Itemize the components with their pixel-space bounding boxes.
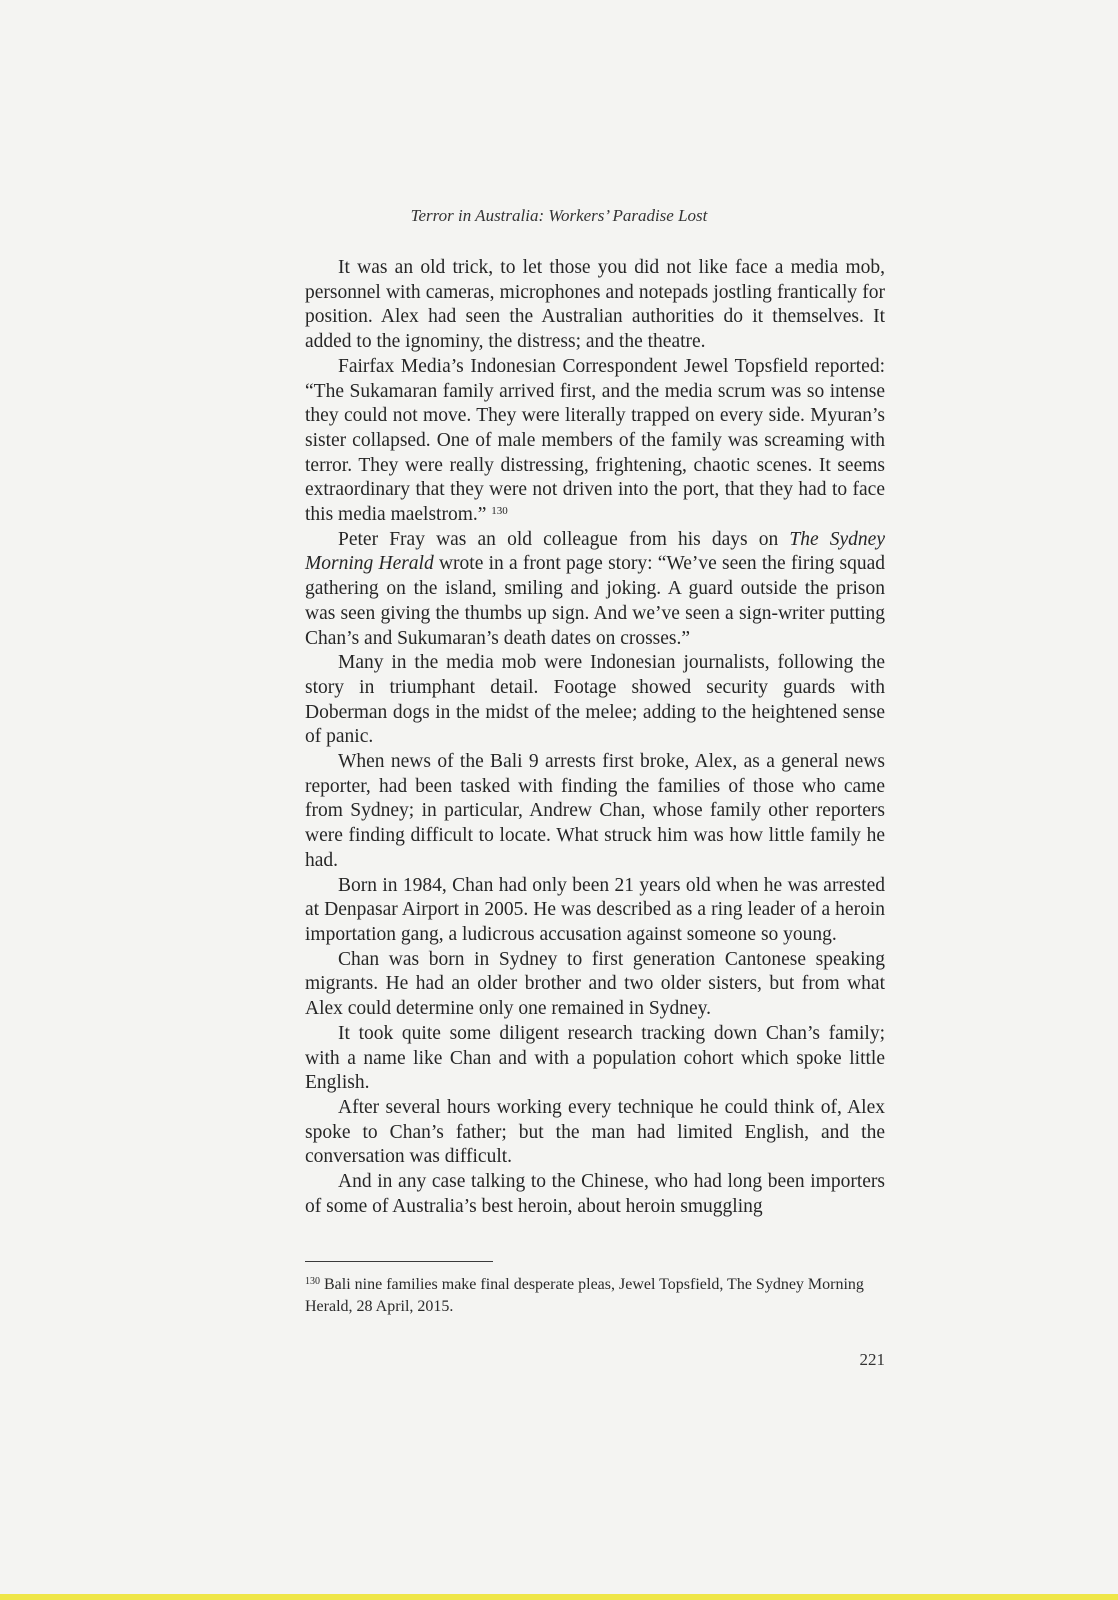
paragraph bbox=[305, 355, 885, 528]
footnote-divider bbox=[305, 1261, 493, 1262]
footnote bbox=[305, 1274, 885, 1318]
paragraph-text: Fairfax Media’s Indonesian Correspondent Jewel Topsfield reported: “The Sukamaran family arrived first, and the media scrum was so intense they could not move. They were literally trapped on every side. Myuran’s sister collapsed. One of male members of the family was screaming with terror. They were really distressing, frightening, chaotic scenes. It seems extraordinary that they were not driven into the port, that they had to face this media maelstrom.” bbox=[305, 355, 885, 526]
paragraph: Born in 1984, Chan had only been 21 years old when he was arrested at Denpasar Airport in 2005. He was described as a ring leader of a heroin importation gang, a ludicrous accusation against someone so young. bbox=[305, 874, 885, 945]
paragraph: Many in the media mob were Indonesian journalists, following the story in triumphant detail. Footage showed security guards with Doberman dogs in the midst of the melee; adding to the heightened sense of panic. bbox=[305, 652, 885, 748]
paragraph bbox=[305, 528, 885, 652]
paragraph: When news of the Bali 9 arrests first broke, Alex, as a general news reporter, had been tasked with finding the families of those who came from Sydney; in particular, Andrew Chan, whose family other reporters were finding difficult to locate. What struck him was how little family he had. bbox=[305, 751, 885, 871]
paragraph: After several hours working every technique he could think of, Alex spoke to Chan’s father; but the man had limited English, and the conversation was difficult. bbox=[305, 1096, 885, 1168]
paragraph: It took quite some diligent research tracking down Chan’s family; with a name like Chan and with a population cohort which spoke little English. bbox=[305, 1022, 885, 1094]
paragraph: It was an old trick, to let those you did not like face a media mob, personnel with cameras, microphones and notepads jostling frantically for position. Alex had seen the Australian authorities do it themselves. It added to the ignominy, the distress; and the theatre. bbox=[305, 257, 885, 353]
paragraph: Chan was born in Sydney to first generation Cantonese speaking migrants. He had an older brother and two older sisters, but from what Alex could determine only one remained in Sydney. bbox=[305, 948, 885, 1020]
publication-title: The Sydney Morning Herald bbox=[305, 528, 885, 575]
paragraph-text: Peter Fray was an old colleague from his days on bbox=[338, 528, 790, 550]
running-header: Terror in Australia: Workers’ Paradise Lost bbox=[410, 206, 708, 225]
paragraph-text: wrote in a front page story: “We’ve seen the firing squad gathering on the island, smiling and joking. A guard outside the prison was seen giving the thumbs up sign. And we’ve seen a sign-writer putting Chan’s and Sukumaran’s death dates on crosses.” bbox=[305, 553, 885, 649]
paragraph: And in any case talking to the Chinese, who had long been importers of some of Australia’s best heroin, about heroin smuggling bbox=[305, 1171, 885, 1217]
page-number: 221 bbox=[859, 1350, 885, 1369]
page-edge-strip bbox=[0, 1594, 1118, 1600]
footnote-text: Bali nine families make final desperate pleas, Jewel Topsfield, The Sydney Morning Herald, 28 April, 2015. bbox=[305, 1276, 864, 1315]
footnote-reference: 130 bbox=[491, 505, 508, 518]
body-text bbox=[305, 256, 885, 1219]
footnote-number: 130 bbox=[305, 1276, 320, 1287]
